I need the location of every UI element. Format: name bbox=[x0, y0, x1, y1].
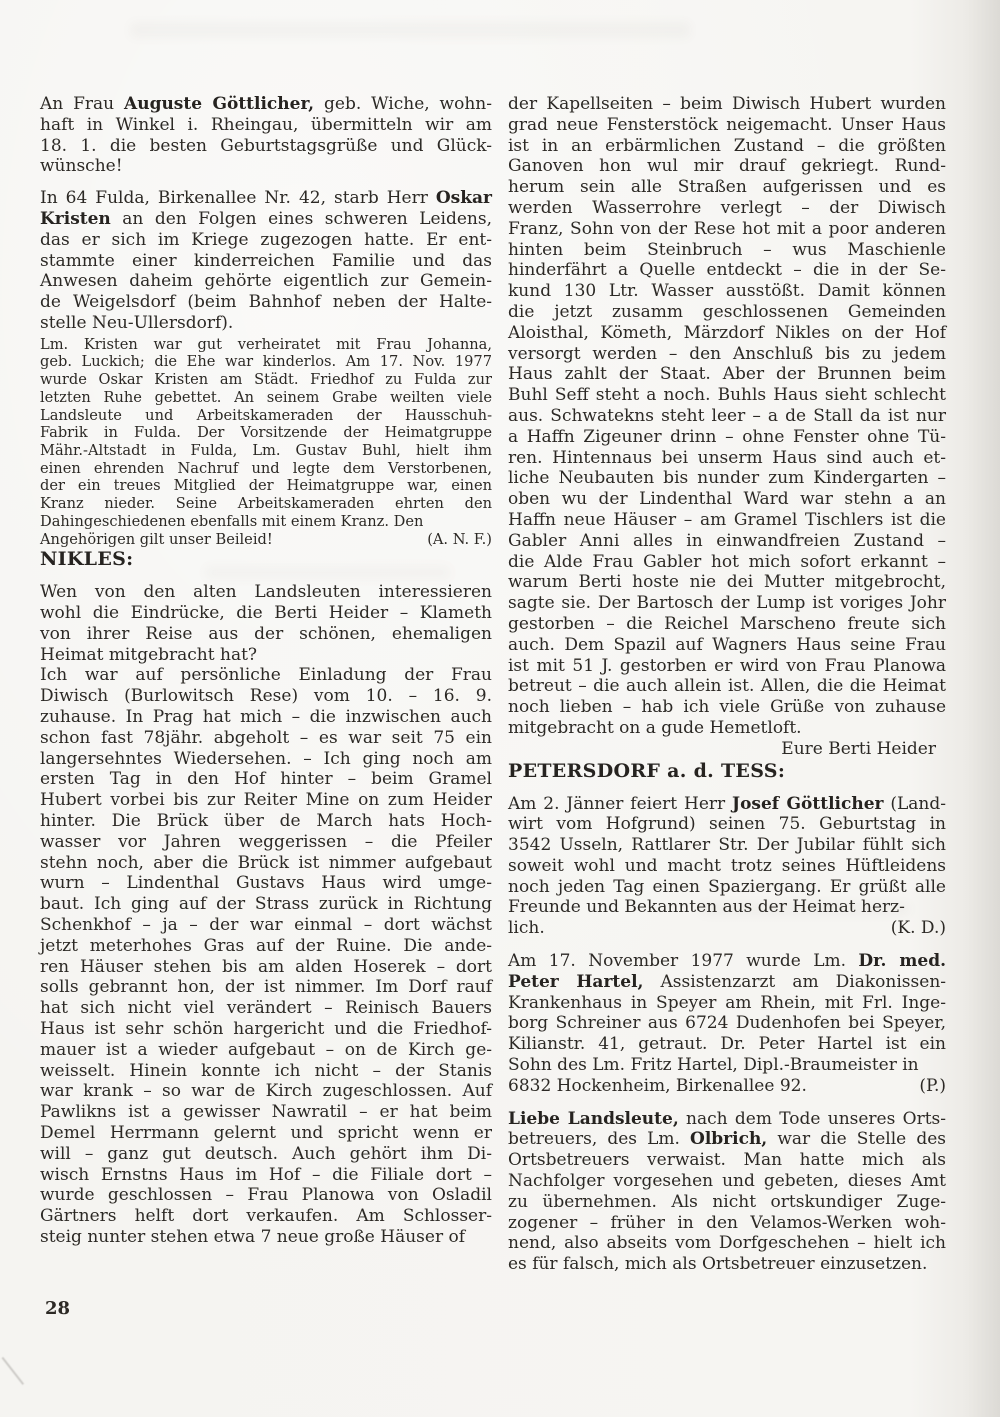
text-line: hat sich nicht viel verändert – Reinisch Bauers bbox=[40, 998, 492, 1019]
text-line: Krankenhaus in Speyer am Rhein, mit Frl. Inge- bbox=[508, 992, 946, 1013]
text-line: versorgt werden – den Anschluß bis zu jedem bbox=[508, 343, 946, 364]
text-line: betreuers, des Lm. Olbrich, war die Stelle des bbox=[508, 1129, 946, 1150]
text-line: von ihrer Reise aus der schönen, ehemaligen bbox=[40, 623, 492, 644]
text-line: Nachfolger vorgesehen und gebeten, dieses Amt bbox=[508, 1171, 946, 1192]
text-line: Haffn neue Häuser – am Gramel Tischlers ist die bbox=[508, 509, 946, 530]
text-line: a Haffn Zigeuner drinn – ohne Fenster ohne Tü- bbox=[508, 426, 946, 447]
text-line: der Kapellseiten – beim Diwisch Hubert wurden bbox=[508, 94, 946, 114]
text-line: Demel Herrmann gelernt und spricht wenn er bbox=[40, 1122, 492, 1143]
text-line: jetzt meterhohes Gras auf der Ruine. Die ande- bbox=[40, 935, 492, 956]
ortsbetreuer-notice-paragraph bbox=[508, 1109, 946, 1275]
attribution-line bbox=[508, 918, 946, 939]
text-line: schon fast 78jähr. abgeholt – es war seit 75 ein bbox=[40, 727, 492, 748]
text-line: Heimat mitgebracht hat? bbox=[40, 644, 258, 665]
text-line: Lm. Kristen war gut verheiratet mit Frau Johanna, bbox=[40, 335, 492, 353]
birthday-notice-paragraph bbox=[508, 794, 946, 940]
text-line: letzten Ruhe gebettet. An seinem Grabe weilten viele bbox=[40, 388, 492, 406]
text-line: oben wu der Lindenthal Ward war stehn a an bbox=[508, 489, 946, 510]
left-column bbox=[40, 94, 492, 1275]
text-line: Kranz nieder. Seine Arbeitskameraden ehrten den bbox=[40, 495, 492, 513]
text-line: werden Wasserrohre verlegt – der Diwisch bbox=[508, 197, 946, 218]
text-line: zuhause. In Prag hat mich – die inzwischen auch bbox=[40, 706, 492, 727]
text-line: 3542 Usseln, Rattlarer Str. Der Jubilar fühlt sich bbox=[508, 835, 946, 856]
text-line: Mähr.-Altstadt in Fulda, Lm. Gustav Buhl, hielt ihm bbox=[40, 441, 492, 459]
text-line: einen ehrenden Nachruf und legte dem Verstorbenen, bbox=[40, 459, 492, 477]
text-line: Franz, Sohn von der Rese hot mit a poor anderen bbox=[508, 218, 946, 239]
text-line: haft in Winkel i. Rheingau, übermitteln wir am bbox=[40, 114, 492, 135]
attribution-initials: (P.) bbox=[919, 1075, 946, 1096]
text-line: stehn noch, aber die Brück ist nimmer aufgebaut bbox=[40, 852, 492, 873]
attribution-text: Angehörigen gilt unser Beileid! bbox=[40, 530, 273, 548]
text-line: betreut – die auch allein ist. Allen, die die Heimat bbox=[508, 676, 946, 697]
text-line: grad neue Fensterstöck neigemacht. Unser Haus bbox=[508, 114, 946, 135]
scan-ghosting bbox=[130, 22, 690, 38]
text-line: borg Schreiner aus 6724 Dudenhofen bei Speyer, bbox=[508, 1013, 946, 1034]
text-line: auch. Dem Spazil auf Wagners Haus seine Frau bbox=[508, 634, 946, 655]
text-line: Am 17. November 1977 wurde Lm. Dr. med. bbox=[508, 951, 946, 972]
letter-signature: Eure Berti Heider bbox=[781, 738, 936, 759]
text-line: Kristen an den Folgen eines schweren Leidens, bbox=[40, 208, 492, 229]
text-line: Anwesen daheim gehörte eigentlich zur Gemein- bbox=[40, 271, 492, 292]
travel-report-continued-paragraph bbox=[508, 94, 946, 739]
text-line: wirt vom Hofgrund) seinen 75. Geburtstag in bbox=[508, 814, 946, 835]
attribution-line bbox=[40, 531, 492, 549]
text-line: 18. 1. die besten Geburtstagsgrüße und Glück- bbox=[40, 135, 492, 156]
birthday-greeting-paragraph bbox=[40, 94, 492, 177]
text-line: langersehntes Wiedersehen. – Ich ging noch am bbox=[40, 748, 492, 769]
text-line: ist in an erbärmlichen Zustand – die größten bbox=[508, 135, 946, 156]
text-line: Wen von den alten Landsleuten interessieren bbox=[40, 582, 492, 603]
text-line: Gabler Anni alles in einwandfreien Zustand – bbox=[508, 530, 946, 551]
text-line: soweit wohl und macht trotz seines Hüftleidens bbox=[508, 855, 946, 876]
text-line: es für falsch, mich als Ortsbetreuer einzusetzen. bbox=[508, 1254, 928, 1275]
obituary-detail-paragraph bbox=[40, 336, 492, 548]
travel-report-intro-paragraph bbox=[40, 582, 492, 665]
text-line: will – ganz gut deutsch. Auch gehört ihm Di- bbox=[40, 1143, 492, 1164]
text-line: warum Berti hoste nie dei Mutter mitgebrocht, bbox=[508, 572, 946, 593]
text-line: weisselt. Hinein konnte ich nicht – der Stanis bbox=[40, 1060, 492, 1081]
text-line: In 64 Fulda, Birkenallee Nr. 42, starb Herr Oskar bbox=[40, 188, 492, 209]
text-line: sagte sie. Der Bartosch der Lump ist voriges Johr bbox=[508, 593, 946, 614]
text-line: gestorben – die Reichel Marscheno freute sich bbox=[508, 613, 946, 634]
obituary-paragraph bbox=[40, 188, 492, 334]
text-line: Haus ist sehr schön hargericht und die Friedhof- bbox=[40, 1018, 492, 1039]
text-line: An Frau Auguste Göttlicher, geb. Wiche, wohn- bbox=[40, 94, 492, 114]
text-line: wohl die Eindrücke, die Berti Heider – Klameth bbox=[40, 603, 492, 623]
text-line: Am 2. Jänner feiert Herr Josef Göttlicher (Land- bbox=[508, 793, 946, 814]
text-line: Pawlikns ist a gewisser Nawratil – er hat beim bbox=[40, 1102, 492, 1123]
text-line: mitgebracht on a gude Hemetloft. bbox=[508, 717, 802, 738]
text-line: Hubert vorbei bis zur Reiter Mine on zum Heider bbox=[40, 790, 492, 811]
text-line: kund 130 Ltr. Wasser ausstößt. Damit können bbox=[508, 281, 946, 302]
text-line: ren Häuser stehen bis am alden Hoserek – dort bbox=[40, 956, 492, 977]
section-heading-nikles: NIKLES: bbox=[40, 548, 134, 571]
text-line: nend, also abseits vom Dorfgeschehen – hielt ich bbox=[508, 1233, 946, 1254]
text-line: noch jeden Tag einen Spaziergang. Er grüßt alle bbox=[508, 876, 946, 897]
text-line: ren. Hintennaus bei unserm Haus sind auch et- bbox=[508, 447, 946, 468]
attribution-text: 6832 Hockenheim, Birkenallee 92. bbox=[508, 1075, 807, 1096]
text-line: hinderfährt a Quelle entdeckt – die in der Se- bbox=[508, 260, 946, 281]
text-line: Ortsbetreuers verwaist. Man hatte mich als bbox=[508, 1150, 946, 1171]
text-line: hinter. Die Brück über de March hats Hoch- bbox=[40, 810, 492, 831]
text-line: ist mit 51 J. gestorben er wird von Frau Planowa bbox=[508, 655, 946, 676]
text-line: der ein treues Mitglied der Heimatgruppe war, einen bbox=[40, 477, 492, 495]
attribution-initials: (A. N. F.) bbox=[427, 530, 492, 548]
text-line: Aloisthal, Kömeth, Märzdorf Nikles on der Hof bbox=[508, 322, 946, 343]
text-line: stelle Neu-Ullersdorf). bbox=[40, 312, 234, 333]
text-line: Haus zahlt der Staat. Aber der Brunnen beim bbox=[508, 364, 946, 385]
attribution-initials: (K. D.) bbox=[890, 918, 946, 939]
text-line: Gärtners helft dort verkaufen. Am Schlosser- bbox=[40, 1206, 492, 1227]
text-line: zu übernehmen. Als nicht ortskundiger Zuge- bbox=[508, 1191, 946, 1212]
text-line: stammte einer kinderreichen Familie und das bbox=[40, 250, 492, 271]
text-line: Landsleute und Arbeitskameraden der Hausschuh- bbox=[40, 406, 492, 424]
text-line: baut. Ich ging auf der Strass zurück in Richtung bbox=[40, 894, 492, 915]
text-line: Sohn des Lm. Fritz Hartel, Dipl.-Braumeister in bbox=[508, 1055, 919, 1076]
right-column bbox=[508, 94, 946, 1275]
text-line: solls gebrannt hon, der ist nimmer. Im Dorf rauf bbox=[40, 977, 492, 998]
text-line: Fabrik in Fulda. Der Vorsitzende der Heimatgruppe bbox=[40, 424, 492, 442]
paper-crease bbox=[2, 1357, 24, 1385]
text-line: Schenkhof – ja – der war einmal – dort wächst bbox=[40, 914, 492, 935]
text-line: war krank – so war de Kirch zugeschlossen. Auf bbox=[40, 1081, 492, 1102]
attribution-line bbox=[508, 1076, 946, 1097]
text-line: wisch Ernstns Haus im Hof – die Filiale dort – bbox=[40, 1164, 492, 1185]
text-line: wurn – Lindenthal Gustavs Haus wird umge- bbox=[40, 873, 492, 894]
text-line: Diwisch (Burlowitsch Rese) vom 10. – 16. 9. bbox=[40, 686, 492, 707]
two-column-text bbox=[40, 94, 946, 1275]
text-line: aus. Schwatekns steht leer – a de Stall da ist nur bbox=[508, 405, 946, 426]
text-line: steig nunter stehen etwa 7 neue große Häuser of bbox=[40, 1226, 466, 1247]
text-line: liche Neubauten bis nunder zum Kindergarten – bbox=[508, 468, 946, 489]
text-line: wurde Oskar Kristen am Städt. Friedhof zu Fulda zur bbox=[40, 371, 492, 389]
text-line: Dahingeschiedenen ebenfalls mit einem Kranz. Den bbox=[40, 512, 424, 530]
text-line: zogener – früher in den Velamos-Werken woh- bbox=[508, 1212, 946, 1233]
text-line: Kilianstr. 41, getraut. Dr. Peter Hartel ist ein bbox=[508, 1034, 946, 1055]
text-line: das er sich im Kriege zugezogen hatte. Er ent- bbox=[40, 229, 492, 250]
page-number: 28 bbox=[45, 1298, 71, 1319]
section-heading-petersdorf: PETERSDORF a. d. TESS: bbox=[508, 759, 786, 782]
text-line: Liebe Landsleute, nach dem Tode unseres Orts- bbox=[508, 1108, 946, 1129]
text-line: Ich war auf persönliche Einladung der Frau bbox=[40, 665, 492, 686]
text-line: herum sein alle Straßen aufgerissen und es bbox=[508, 177, 946, 198]
text-line: wasser vor Jahren weggerissen – die Pfeiler bbox=[40, 831, 492, 852]
text-line: mauer ist a wieder aufgebaut – on de Kirch ge- bbox=[40, 1039, 492, 1060]
text-line: noch lieben – hab ich viele Grüße von zuhause bbox=[508, 697, 946, 718]
text-line: Ganoven hon wul mir drauf gekriegt. Rund- bbox=[508, 156, 946, 177]
text-line: ersten Tag in den Hof hinter – beim Gramel bbox=[40, 769, 492, 790]
travel-report-paragraph bbox=[40, 665, 492, 1247]
text-line: de Weigelsdorf (beim Bahnhof neben der Halte- bbox=[40, 292, 492, 313]
text-line: die Alde Frau Gabler hot mich sofort erkannt – bbox=[508, 551, 946, 572]
text-line: die jetzt zusamm geschlossenen Gemeinden bbox=[508, 301, 946, 322]
text-line: hinten beim Steinbruch – wus Maschienle bbox=[508, 239, 946, 260]
text-line: Peter Hartel, Assistenzarzt am Diakonissen- bbox=[508, 971, 947, 992]
text-line: Buhl Seff steht a noch. Buhls Haus sieht schlecht bbox=[508, 385, 946, 406]
text-line: wünsche! bbox=[40, 156, 123, 177]
text-line: Freunde und Bekannten aus der Heimat herz- bbox=[508, 897, 905, 918]
attribution-text: lich. bbox=[508, 918, 545, 939]
text-line: wurde geschlossen – Frau Planowa von Osladil bbox=[40, 1185, 492, 1206]
wedding-notice-paragraph bbox=[508, 951, 946, 1097]
text-line: geb. Luckich; die Ehe war kinderlos. Am 17. Nov. 1977 bbox=[40, 353, 492, 371]
